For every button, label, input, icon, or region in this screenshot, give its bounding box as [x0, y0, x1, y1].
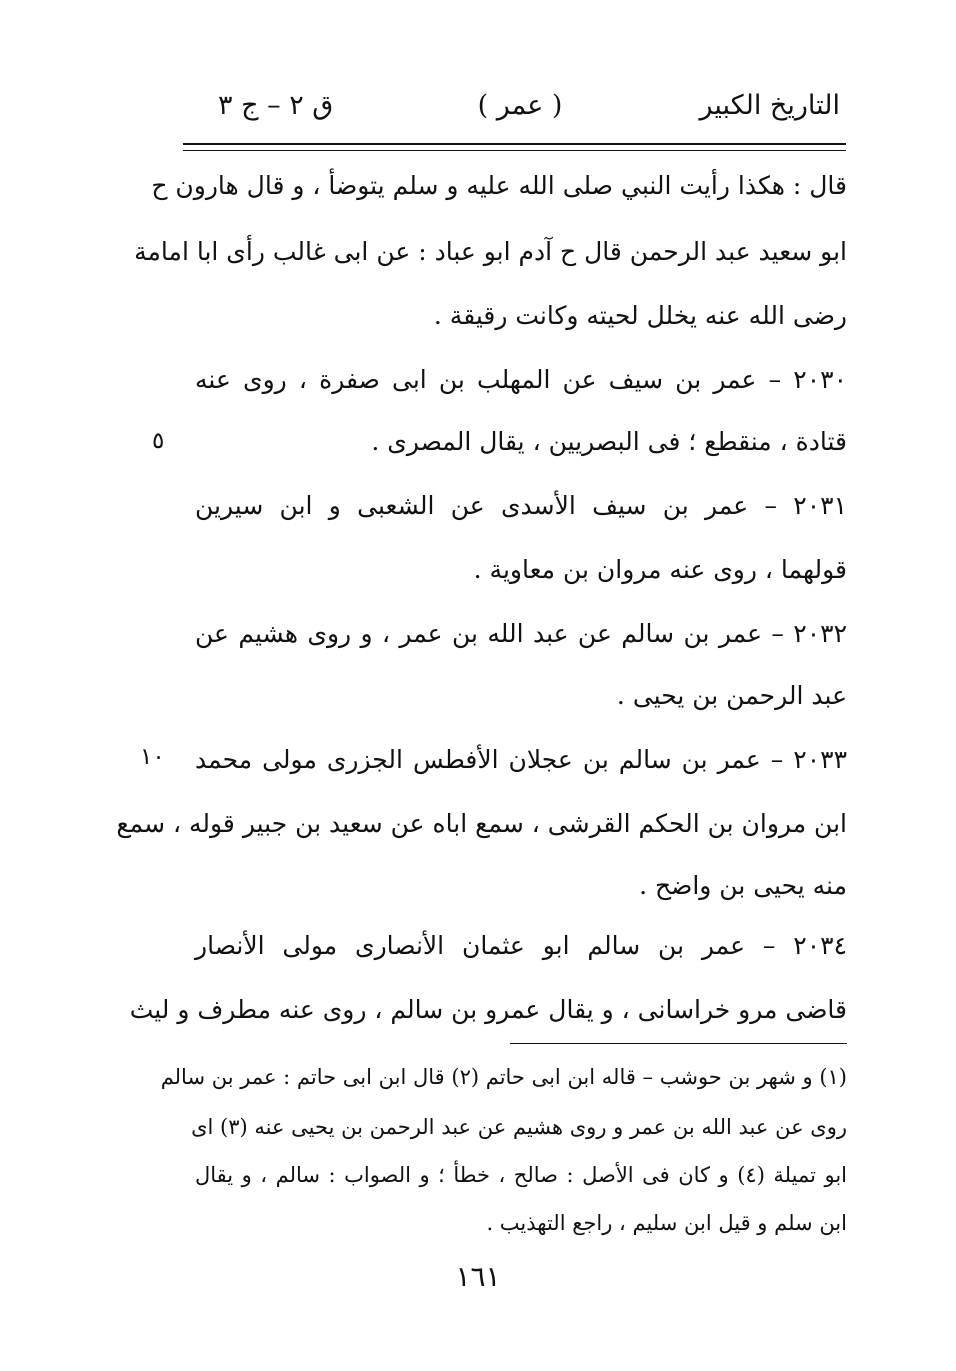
entry-2031-line: ٢٠٣١ – عمر بن سيف الأسدى عن الشعبى و ابن سيرين — [195, 491, 847, 520]
body-line: عبد الرحمن بن يحيى . — [616, 681, 847, 710]
line-number-10: ١٠ — [140, 744, 165, 770]
footnote-line: (١) و شهر بن حوشب – قاله ابن ابى حاتم (٢) قال ابن ابى حاتم : عمر بن سالم — [160, 1065, 847, 1089]
body-line: قاضى مرو خراسانى ، و يقال عمرو بن سالم ، روى عنه مطرف و ليث — [129, 995, 847, 1024]
body-line: قال : هكذا رأيت النبي صلى الله عليه و سلم يتوضأ ، و قال هارون ح — [151, 171, 847, 200]
body-line: ابو سعيد عبد الرحمن قال ح آدم ابو عباد : عن ابى غالب رأى ابا امامة — [134, 237, 847, 266]
entry-2033-line: ٢٠٣٣ – عمر بن سالم بن عجلان الأفطس الجزرى مولى محمد — [195, 745, 847, 774]
page-number: ١٦١ — [455, 1260, 501, 1293]
footnote-rule — [510, 1043, 847, 1044]
header-rule-thick — [183, 143, 846, 145]
footnote-line: ابن سلم و قيل ابن سليم ، راجع التهذيب . — [486, 1211, 847, 1235]
body-line: قتادة ، منقطع ؛ فى البصريين ، يقال المصرى . — [371, 427, 847, 456]
book-title: التاريخ الكبير — [699, 90, 840, 121]
footnote-line: روى عن عبد الله بن عمر و روى هشيم عن عبد الرحمن بن يحيى عنه (٣) اى — [191, 1115, 847, 1139]
entry-2032-line: ٢٠٣٢ – عمر بن سالم عن عبد الله بن عمر ، و روى هشيم عن — [195, 619, 847, 648]
running-header — [200, 84, 840, 140]
header-rule-thin — [183, 150, 846, 151]
volume-label: ق ٢ – ج ٣ — [218, 90, 334, 121]
footnote-line: ابو تميلة (٤) و كان فى الأصل : صالح ، خطأ ؛ و الصواب : سالم ، و يقال — [195, 1163, 847, 1187]
section-title: ( عمر ) — [477, 90, 563, 121]
body-line: قولهما ، روى عنه مروان بن معاوية . — [473, 555, 847, 584]
body-line: منه يحيى بن واضح . — [639, 871, 847, 900]
line-number-5: ٥ — [152, 428, 165, 454]
entry-2034-line: ٢٠٣٤ – عمر بن سالم ابو عثمان الأنصارى مولى الأنصار — [195, 931, 847, 960]
body-line: ابن مروان بن الحكم القرشى ، سمع اباه عن سعيد بن جبير قوله ، سمع — [116, 809, 847, 838]
entry-2030-line: ٢٠٣٠ – عمر بن سيف عن المهلب بن ابى صفرة ، روى عنه — [195, 365, 847, 394]
body-line: رضى الله عنه يخلل لحيته وكانت رقيقة . — [433, 301, 847, 330]
